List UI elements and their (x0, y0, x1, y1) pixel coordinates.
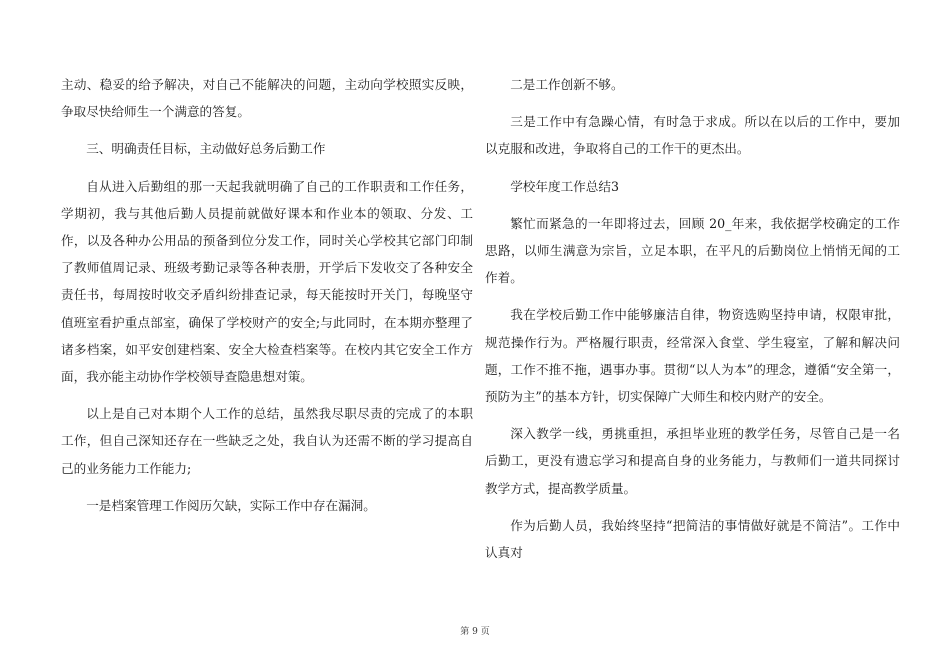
paragraph: 自从进入后勤组的那一天起我就明确了自己的工作职责和工作任务，学期初，我与其他后勤人员提前就做好课本和作业本的领取、分发、工作，以及各种办公用品的预备到位分发工作，同时关心学校其它部门印制了教师值周记录、班级考勤记录等各种表册，开学后下发收交了各种安全责任书，每周按时收交矛盾纠纷排查记录，每天能按时开关门，每晚坚守值班室看护重点部室，确保了学校财产的安全;与此同时，在本期亦整理了诸多档案，如平安创建档案、安全大检查档案等。在校内其它安全工作方面，我亦能主动协作学校领导查隐患想对策。 (61, 178, 473, 385)
paragraph: 我在学校后勤工作中能够廉洁自律，物资选购坚持申请，权限审批，规范操作行为。严格履行职责，经常深入食堂、学生寝室，了解和解决问题，工作不推不拖，遇事办事。贯彻“以人为本”的理念，遵循“安全第一，预防为主”的基本方针，切实保障广大师生和校内财产的安全。 (485, 307, 900, 405)
paragraph: 以上是自己对本期个人工作的总结，虽然我尽职尽责的完成了的本职工作，但自己深知还存在一些缺乏之处，我自认为还需不断的学习提高自己的业务能力工作能力; (61, 406, 473, 476)
right-column (485, 71, 900, 576)
paragraph: 主动、稳妥的给予解决，对自己不能解决的问题，主动向学校照实反映，争取尽快给师生一个满意的答复。 (61, 77, 473, 120)
paragraph: 作为后勤人员，我始终坚持“把简洁的事情做好就是不简洁”。工作中认真对 (485, 517, 900, 561)
paragraph: 一是档案管理工作阅历欠缺，实际工作中存在漏洞。 (86, 497, 376, 513)
section-heading: 三、明确责任目标，主动做好总务后勤工作 (86, 141, 326, 157)
paragraph: 深入教学一线，勇挑重担，承担毕业班的教学任务，尽管自己是一名后勤工，更没有遗忘学习和提高自身的业务能力，与教师们一道共同探讨教学方式，提高教学质量。 (485, 426, 900, 496)
paragraph: 繁忙而紧急的一年即将过去，回顾 20_年来，我依据学校确定的工作思路，以师生满意为宗旨，立足本职，在平凡的后勤岗位上悄悄无闻的工作着。 (485, 215, 900, 286)
page-number: 第 9 页 (460, 627, 490, 637)
left-column (61, 71, 473, 529)
paragraph: 三是工作中有急躁心情，有时急于求成。所以在以后的工作中，要加以克服和改进，争取将自己的工作干的更杰出。 (485, 114, 900, 157)
paragraph: 二是工作创新不够。 (510, 77, 624, 92)
section-title: 学校年度工作总结3 (510, 178, 619, 194)
